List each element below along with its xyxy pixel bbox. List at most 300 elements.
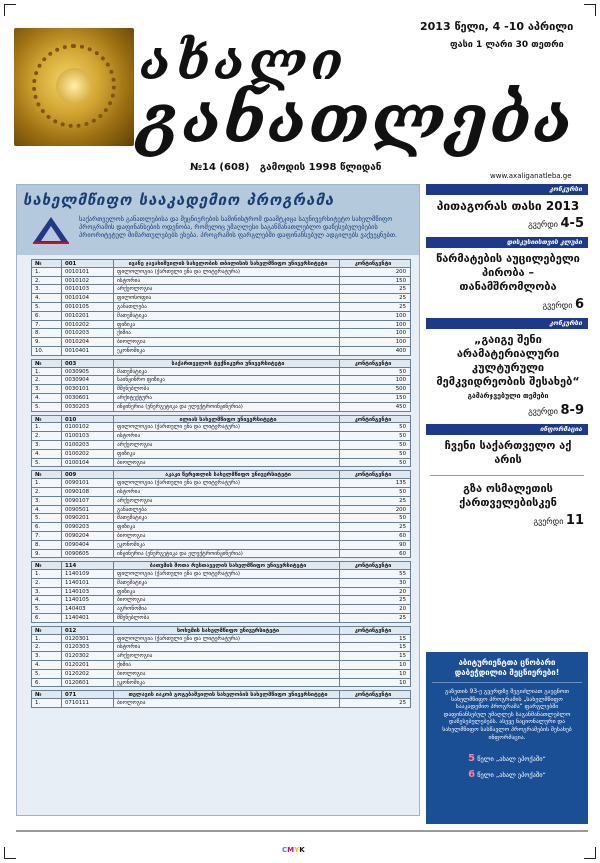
program-code: 0100203	[62, 441, 114, 449]
table-row	[31, 459, 411, 468]
program-name: ბიოლოგია	[114, 596, 340, 604]
program-code: 0010103	[62, 285, 114, 293]
row-number: 4.	[32, 596, 62, 604]
table-row	[31, 441, 411, 450]
row-number: 2.	[32, 579, 62, 587]
program-code: 0010203	[62, 329, 114, 337]
table-row	[31, 541, 411, 550]
section-header-row	[31, 626, 411, 635]
program-count: 50	[399, 424, 406, 431]
program-name: აგრონომია	[114, 605, 340, 613]
program-name: ბიოლოგია	[114, 459, 340, 467]
program-section	[31, 359, 411, 412]
story-teaser[interactable]	[426, 195, 588, 237]
program-code: 0100202	[62, 450, 114, 458]
program-count: 100	[395, 330, 406, 337]
table-row	[31, 321, 411, 330]
program-section	[31, 415, 411, 468]
university-name: ბათუმის შოთა რუსთაველის სახელმწიფო უნივერსიტეტი	[114, 562, 340, 569]
program-count: 150	[395, 394, 406, 401]
program-name: ფიზიკა	[114, 321, 340, 329]
page-prefix: გვერდი	[533, 517, 564, 526]
row-number: 6.	[32, 523, 62, 531]
story-page-ref	[432, 297, 584, 312]
table-row	[31, 312, 411, 321]
row-number: 2.	[32, 432, 62, 440]
program-count: 25	[399, 497, 406, 504]
program-name: მშენებლობა	[114, 385, 340, 393]
program-code: 0010202	[62, 321, 114, 329]
program-count: 50	[399, 515, 406, 522]
program-count: 25	[399, 615, 406, 622]
story-teaser[interactable]	[426, 248, 588, 318]
program-count: 150	[395, 277, 406, 284]
issue-number: №14 (608)	[190, 162, 250, 173]
program-count: 200	[395, 268, 406, 275]
section-band: კონკურსი	[426, 184, 588, 195]
row-number: 7.	[32, 532, 62, 540]
row-number: 3.	[32, 652, 62, 660]
program-name: ფილოსოფია	[114, 294, 340, 302]
program-count: 25	[399, 597, 406, 604]
table-row	[31, 423, 411, 432]
program-code: 0100103	[62, 432, 114, 440]
program-name: განათლება	[114, 506, 340, 514]
row-number: 2.	[32, 376, 62, 384]
program-name: ინჟინერია (ენერგეტიკა და ელექტროინჟინერია)	[114, 403, 340, 411]
program-name: ისტორია	[114, 277, 340, 285]
table-row	[31, 514, 411, 523]
row-number: 3.	[32, 385, 62, 393]
table-row	[31, 303, 411, 312]
table-row	[31, 579, 411, 588]
program-count: 60	[399, 550, 406, 557]
program-name: ბიოლოგია	[114, 532, 340, 540]
header-no: №	[32, 691, 62, 698]
program-name: ეკონომიკა	[114, 347, 340, 355]
table-row	[31, 432, 411, 441]
table-row	[31, 368, 411, 377]
row-number: 6.	[32, 614, 62, 622]
program-count: 60	[399, 532, 406, 539]
row-number: 1.	[32, 570, 62, 578]
program-name: ქიმია	[114, 329, 340, 337]
program-code: 0120601	[62, 679, 114, 687]
row-number: 5.	[32, 303, 62, 311]
university-code: 001	[62, 260, 114, 267]
program-code: 0090501	[62, 506, 114, 514]
program-count: 15	[399, 653, 406, 660]
program-code: 0090108	[62, 488, 114, 496]
table-row	[31, 679, 411, 688]
university-code: 071	[62, 691, 114, 698]
row-number: 5.	[32, 403, 62, 411]
program-count: 10	[399, 670, 406, 677]
row-number: 5.	[32, 459, 62, 467]
header-count: კონტინგენტი	[354, 472, 392, 479]
row-number: 1.	[32, 368, 62, 376]
section-band: დისკუსიისთვის კლუბი	[426, 237, 588, 248]
table-row	[31, 394, 411, 403]
table-row	[31, 285, 411, 294]
program-count: 100	[395, 377, 406, 384]
program-code: 1140103	[62, 588, 114, 596]
gold-medallion-image	[14, 28, 134, 146]
program-section	[31, 561, 411, 623]
program-name: მშენებლობა	[114, 614, 340, 622]
program-code: 0010401	[62, 347, 114, 355]
program-count: 100	[395, 312, 406, 319]
program-name: ფიზიკა	[114, 588, 340, 596]
table-row	[31, 277, 411, 286]
table-row	[31, 338, 411, 347]
section-band: კონკურსი	[426, 318, 588, 329]
section-header-row	[31, 359, 411, 368]
program-count: 50	[399, 459, 406, 466]
row-number: 4.	[32, 506, 62, 514]
story-headline[interactable]: ჩვენი საქართველო აქ არის	[444, 439, 572, 466]
page-prefix: გვერდი	[528, 220, 558, 229]
row-number: 6.	[32, 312, 62, 320]
row-number: 9.	[32, 550, 62, 558]
program-count: 10	[399, 662, 406, 669]
row-number: 3.	[32, 285, 62, 293]
table-row	[31, 596, 411, 605]
program-count: 25	[399, 286, 406, 293]
program-count: 20	[399, 606, 406, 613]
program-code: 1140105	[62, 596, 114, 604]
program-name: ფილოლოგია (ქართული ენა და ლიტერატურა)	[114, 423, 340, 431]
medallion-core	[56, 68, 92, 104]
program-count: 25	[399, 303, 406, 310]
row-number: 6.	[32, 679, 62, 687]
header-no: №	[32, 416, 62, 423]
row-number: 8.	[32, 329, 62, 337]
website-url[interactable]: www.axaliganatleba.ge	[490, 172, 572, 180]
row-number: 4.	[32, 394, 62, 402]
header-no: №	[32, 360, 62, 367]
header-no: №	[32, 562, 62, 569]
row-number: 2.	[32, 277, 62, 285]
program-code: 0090101	[62, 479, 114, 487]
promo-ref1-text: წელი „ახალ ეპოქაში“	[477, 755, 546, 764]
program-name: ფილოლოგია (ქართული ენა და ლიტერატურა)	[114, 635, 340, 643]
header-count: კონტინგენტი	[354, 563, 392, 570]
cmyk-m: M	[287, 846, 295, 854]
row-number: 8.	[32, 541, 62, 549]
issue-date: 2013 წელი, 4 -10 აპრილი	[420, 20, 574, 33]
ministry-logo-icon	[31, 215, 71, 245]
table-row	[31, 670, 411, 679]
promo-box	[426, 652, 588, 824]
sidebar-column	[426, 184, 588, 534]
header-count: კონტინგენტი	[354, 360, 392, 367]
program-name: მათემატიკა	[114, 579, 340, 587]
row-number: 4.	[32, 661, 62, 669]
row-number: 5.	[32, 670, 62, 678]
newspaper-title-line1: ახალი	[140, 31, 348, 92]
section-header-row	[31, 690, 411, 699]
program-name: მათემატიკა	[114, 514, 340, 522]
program-code: 0120201	[62, 661, 114, 669]
table-row	[31, 614, 411, 623]
story-teaser[interactable]	[426, 435, 588, 473]
program-code: 0010104	[62, 294, 114, 302]
program-code: 0100102	[62, 423, 114, 431]
university-code: 009	[62, 471, 114, 478]
program-section	[31, 626, 411, 688]
cmyk-y: Y	[294, 846, 300, 854]
row-number: 2.	[32, 643, 62, 651]
cmyk-c: C	[282, 846, 288, 854]
table-row	[31, 523, 411, 532]
program-code: 0090204	[62, 532, 114, 540]
program-name: ფილოლოგია (ქართული ენა და ლიტერატურა)	[114, 479, 340, 487]
program-code: 0030203	[62, 403, 114, 411]
program-code: 0010204	[62, 338, 114, 346]
program-code: 0090605	[62, 550, 114, 558]
table-row	[31, 699, 411, 708]
program-name: ფიზიკა	[114, 523, 340, 531]
table-row	[31, 347, 411, 356]
university-name: ივანე ჯავახიშვილის სახელობის თბილისის სახელმწიფო უნივერსიტეტი	[114, 260, 340, 267]
story-page-ref	[432, 513, 584, 528]
row-number: 2.	[32, 488, 62, 496]
program-name: ფილოლოგია (ქართული ენა და ლიტერატურა)	[114, 570, 340, 578]
program-count: 100	[395, 339, 406, 346]
program-code: 0030904	[62, 376, 114, 384]
story-teaser[interactable]	[426, 329, 588, 424]
row-number: 1.	[32, 423, 62, 431]
program-count: 25	[399, 295, 406, 302]
program-count: 25	[399, 700, 406, 707]
promo-headline: აბიტურიენტთა ცნობარი დაბეჭდილია მეცნიერები!	[432, 652, 582, 683]
story-page-ref	[432, 403, 584, 418]
promo-ref2-text: წელი „ახალ ეპოქაში“	[477, 771, 546, 780]
table-row	[31, 268, 411, 277]
program-count: 500	[395, 386, 406, 393]
table-row	[31, 570, 411, 579]
university-code: 012	[62, 627, 114, 634]
promo-ref2-number: 6	[468, 769, 476, 781]
story-teaser[interactable]	[426, 478, 588, 534]
program-code: 0120303	[62, 643, 114, 651]
header-count: კონტინგენტი	[354, 416, 392, 423]
row-number: 1.	[32, 699, 62, 707]
program-name: ეკონომიკა	[114, 679, 340, 687]
university-name: საქართველოს ტექნიკური უნივერსიტეტი	[114, 360, 340, 367]
row-number: 9.	[32, 338, 62, 346]
section-band: ინფორმაცია	[426, 424, 588, 435]
cmyk-marker	[282, 846, 305, 854]
story-headline[interactable]: „გაიგე შენი არამატერიალური კულტურული მემკვიდრეობის შესახებ“	[436, 333, 580, 388]
header-count: კონტინგენტი	[354, 692, 392, 699]
issue-price: ფასი 1 ლარი 30 თეთრი	[450, 40, 564, 50]
program-code: 0030101	[62, 385, 114, 393]
table-row	[31, 329, 411, 338]
promo-reference-2	[426, 769, 588, 780]
founded-note: გამოდის 1998 წლიდან	[259, 162, 382, 173]
program-count: 15	[399, 644, 406, 651]
page-number: 4-5	[560, 216, 584, 231]
story-headline[interactable]: პითაგორას თასი 2013	[436, 199, 580, 213]
row-number: 1.	[32, 479, 62, 487]
program-code: 0120301	[62, 635, 114, 643]
program-name: ბიოლოგია	[114, 338, 340, 346]
program-name: ინჟინერია (ენერგეტიკა და ელექტროინჟინერია)	[114, 550, 340, 558]
university-code: 114	[62, 562, 114, 569]
university-code: 003	[62, 360, 114, 367]
promo-ref1-number: 5	[468, 753, 476, 765]
university-name: თელავის იაკობ გოგებაშვილის სახელობის სახელმწიფო უნივერსიტეტი	[114, 691, 340, 698]
newspaper-title-line2: განათლება	[138, 80, 575, 158]
program-code: 0030905	[62, 368, 114, 376]
promo-reference-1	[426, 753, 588, 764]
header-count: კონტინგენტი	[354, 627, 392, 634]
program-count: 10	[399, 679, 406, 686]
program-code: 0030601	[62, 394, 114, 402]
table-row	[31, 294, 411, 303]
program-count: 50	[399, 368, 406, 375]
row-number: 1.	[32, 635, 62, 643]
university-name: ილიას სახელმწიფო უნივერსიტეტი	[114, 416, 340, 423]
cmyk-k: K	[299, 846, 305, 854]
table-row	[31, 532, 411, 541]
table-row	[31, 488, 411, 497]
program-code: 0090107	[62, 497, 114, 505]
program-section	[31, 470, 411, 558]
bottom-rule	[16, 830, 588, 832]
program-name: არქეოლოგია	[114, 497, 340, 505]
row-number: 5.	[32, 605, 62, 613]
program-title: სახელმწიფო სააკადემიო პროგრამა	[23, 191, 335, 209]
program-name: ბიოლოგია	[114, 670, 340, 678]
table-row	[31, 661, 411, 670]
program-count: 135	[395, 480, 406, 487]
section-header-row	[31, 470, 411, 479]
program-name: განათლება	[114, 303, 340, 311]
program-count: 400	[395, 347, 406, 354]
program-code: 0100104	[62, 459, 114, 467]
page-prefix: გვერდი	[542, 301, 573, 310]
header-no: №	[32, 627, 62, 634]
row-number: 3.	[32, 441, 62, 449]
page-number: 11	[565, 513, 584, 528]
program-name: ისტორია	[114, 488, 340, 496]
row-number: 7.	[32, 321, 62, 329]
program-count: 15	[399, 635, 406, 642]
program-code: 0010105	[62, 303, 114, 311]
program-code: 0120302	[62, 652, 114, 660]
program-name: ეკონომიკა	[114, 541, 340, 549]
table-row	[31, 643, 411, 652]
masthead	[0, 0, 600, 180]
program-name: ბიოლოგია	[114, 699, 340, 707]
program-code: 0090201	[62, 514, 114, 522]
program-code: 0010201	[62, 312, 114, 320]
program-count: 30	[399, 579, 406, 586]
row-number: 3.	[32, 588, 62, 596]
program-section	[31, 259, 411, 356]
program-section	[31, 690, 411, 708]
page-number: 6	[574, 297, 584, 312]
program-name: არქიტექტურა	[114, 394, 340, 402]
program-code: 0010102	[62, 277, 114, 285]
program-name: მათემატიკა	[114, 368, 340, 376]
story-separator	[430, 475, 584, 476]
program-count: 25	[399, 524, 406, 531]
university-code: 010	[62, 416, 114, 423]
row-number: 5.	[32, 514, 62, 522]
program-panel-header	[17, 185, 419, 255]
program-name: ქიმია	[114, 661, 340, 669]
program-code: 1140101	[62, 579, 114, 587]
program-code: 1140109	[62, 570, 114, 578]
program-code: 0010101	[62, 268, 114, 276]
row-number: 10.	[32, 347, 62, 355]
program-name: საინჟინრო ფიზიკა	[114, 376, 340, 384]
university-name: სოხუმის სახელმწიფო უნივერსიტეტი	[114, 627, 340, 634]
program-name: ფილოლოგია (ქართული ენა და ლიტერატურა)	[114, 268, 340, 276]
table-row	[31, 605, 411, 614]
program-intro: საქართველოს განათლებისა და მეცნიერების სამინისტრომ დაამტკიცა საუნივერსიტეტო სახელმწიფო პროგრამის დაფინანსების ოდენობა, რომელიც უმაღლესი საგანმანათლებლო დაწესებულებების პრიორიტეტულ მიმართულებებს ეხება. პროგრამის ფარგლებში დაფინანსებულ ადგილებს ვაქვეყნებთ.	[79, 215, 397, 240]
program-name: არქეოლოგია	[114, 285, 340, 293]
story-headline[interactable]: წარმატების აუცილებელი პირობა – თანამშრომლობა	[436, 252, 580, 293]
program-name: ისტორია	[114, 432, 340, 440]
program-code: 0090203	[62, 523, 114, 531]
program-count: 200	[395, 506, 406, 513]
program-table	[31, 259, 411, 711]
issue-number-line	[190, 162, 381, 173]
page-prefix: გვერდი	[528, 407, 558, 416]
header-no: №	[32, 471, 62, 478]
program-count: 50	[399, 433, 406, 440]
story-subtitle: გამარჯვებული თემები	[467, 392, 549, 400]
table-row	[31, 403, 411, 412]
table-row	[31, 635, 411, 644]
program-name: არქეოლოგია	[114, 441, 340, 449]
table-row	[31, 497, 411, 506]
university-name: აკაკი წერეთლის სახელმწიფო უნივერსიტეტი	[114, 471, 340, 478]
program-name: მათემატიკა	[114, 312, 340, 320]
program-code: 0090404	[62, 541, 114, 549]
table-row	[31, 588, 411, 597]
row-number: 4.	[32, 450, 62, 458]
program-count: 55	[399, 571, 406, 578]
row-number: 3.	[32, 497, 62, 505]
section-header-row	[31, 561, 411, 570]
header-no: №	[32, 260, 62, 267]
row-number: 4.	[32, 294, 62, 302]
program-name: ფიზიკა	[114, 450, 340, 458]
crop-mark-bottom-right	[584, 847, 596, 859]
section-header-row	[31, 259, 411, 268]
table-row	[31, 506, 411, 515]
header-count: კონტინგენტი	[354, 261, 392, 267]
program-count: 450	[395, 403, 406, 410]
program-code: 0710111	[62, 699, 114, 707]
table-row	[31, 652, 411, 661]
story-headline[interactable]: გზა ოსმალეთის ქართველებისკენ	[459, 482, 557, 509]
story-page-ref	[432, 216, 584, 231]
table-row	[31, 376, 411, 385]
row-number: 1.	[32, 268, 62, 276]
table-row	[31, 550, 411, 559]
program-count: 50	[399, 441, 406, 448]
program-panel	[16, 184, 420, 816]
program-code: 0120202	[62, 670, 114, 678]
table-row	[31, 385, 411, 394]
